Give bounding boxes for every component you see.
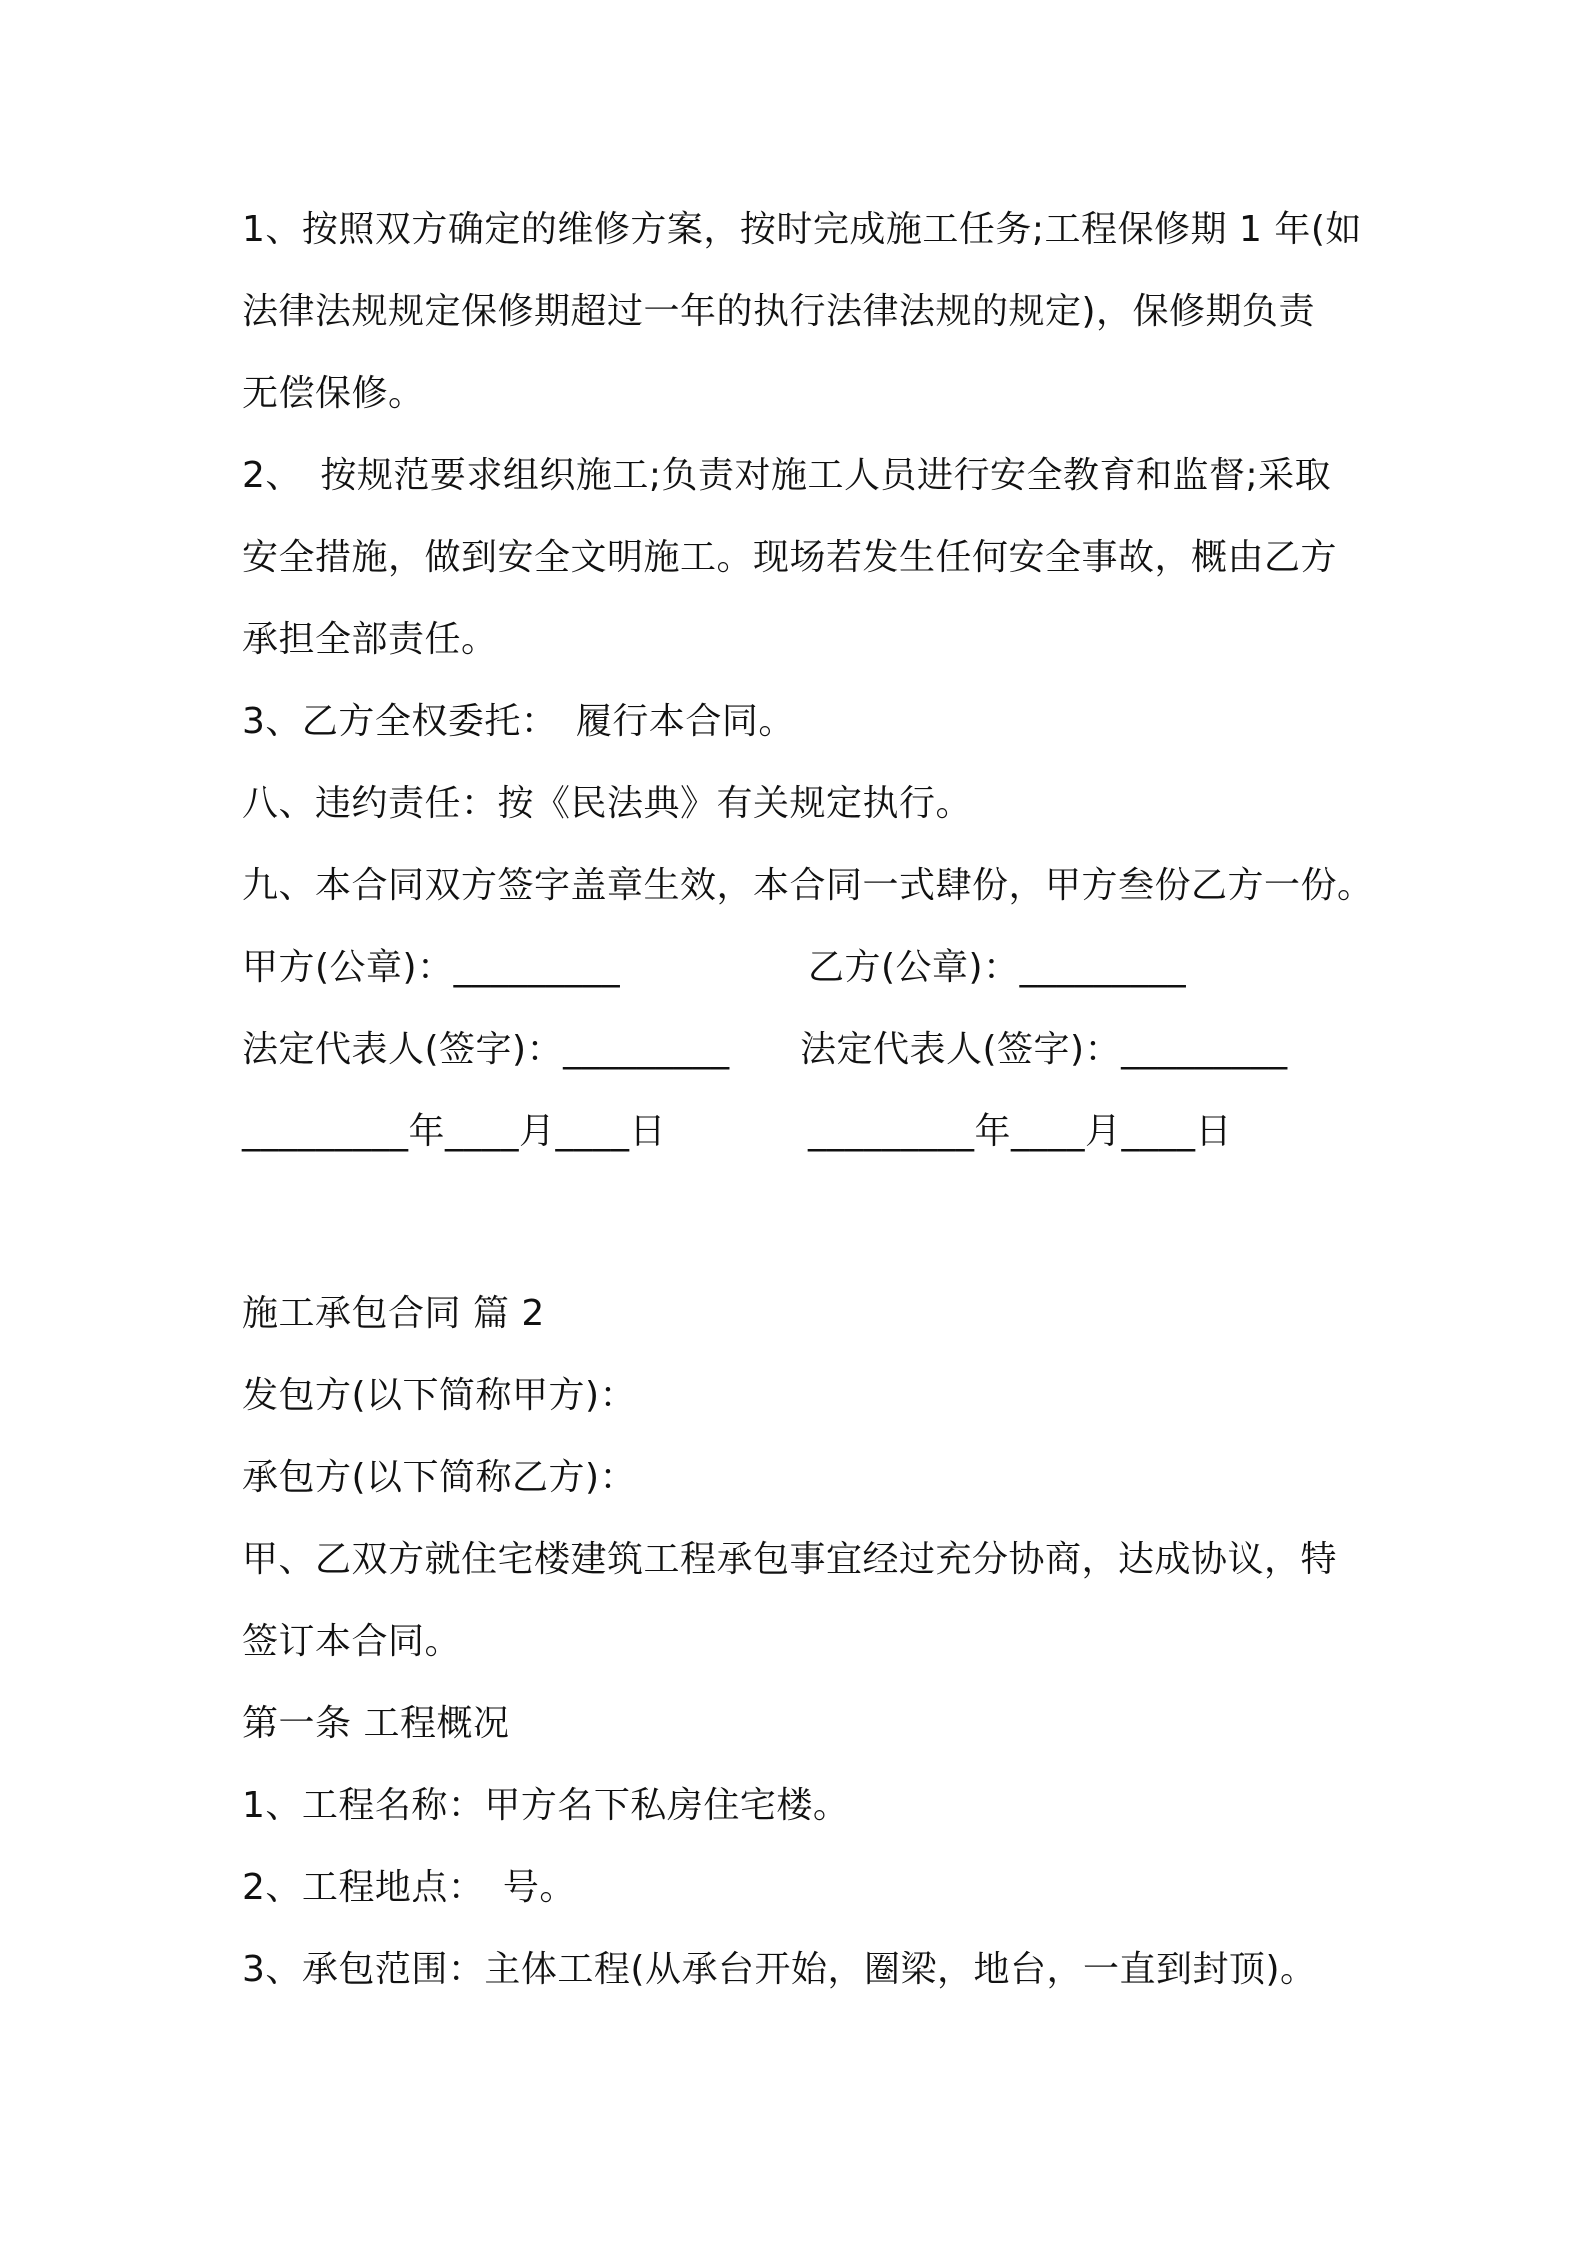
contractor-line: 承包方(以下简称乙方)： [242, 1457, 637, 1498]
clause-2-line-1: 2、 按规范要求组织施工;负责对施工人员进行安全教育和监督;采取 [242, 455, 1332, 496]
article-1-heading: 第一条 工程概况 [242, 1703, 510, 1744]
project-location-item: 2、工程地点： 号。 [242, 1867, 576, 1908]
employer-line: 发包方(以下简称甲方)： [242, 1375, 637, 1416]
clause-2-line-2: 安全措施，做到安全文明施工。现场若发生任何安全事故，概由乙方 [242, 537, 1338, 578]
party-b-date-field: _________年____月____日 [808, 1111, 1232, 1152]
clause-effectiveness: 九、本合同双方签字盖章生效，本合同一式肆份，甲方叁份乙方一份。 [242, 865, 1374, 906]
contract-scope-item: 3、承包范围：主体工程(从承台开始，圈梁，地台，一直到封顶)。 [242, 1949, 1317, 1990]
clause-1-line-3: 无偿保修。 [242, 373, 425, 414]
contract-2-title: 施工承包合同 篇 2 [242, 1293, 545, 1334]
intro-line-2: 签订本合同。 [242, 1621, 462, 1662]
party-a-seal-field: 甲方(公章)：_________ [242, 947, 621, 988]
clause-2-line-3: 承担全部责任。 [242, 619, 498, 660]
project-name-item: 1、工程名称：甲方名下私房住宅楼。 [242, 1785, 850, 1826]
clause-1-line-1: 1、按照双方确定的维修方案，按时完成施工任务;工程保修期 1 年(如 [242, 209, 1362, 250]
clause-breach-liability: 八、违约责任：按《民法典》有关规定执行。 [242, 783, 973, 824]
party-b-representative-field: 法定代表人(签字)：_________ [800, 1029, 1288, 1070]
clause-1-line-2: 法律法规规定保修期超过一年的执行法律法规的规定)，保修期负责 [242, 291, 1316, 332]
party-a-date-field: _________年____月____日 [242, 1111, 666, 1152]
party-a-representative-field: 法定代表人(签字)：_________ [242, 1029, 730, 1070]
party-b-seal-field: 乙方(公章)：_________ [808, 947, 1187, 988]
intro-line-1: 甲、乙双方就住宅楼建筑工程承包事宜经过充分协商，达成协议，特 [242, 1539, 1338, 1580]
clause-3: 3、乙方全权委托： 履行本合同。 [242, 701, 795, 742]
